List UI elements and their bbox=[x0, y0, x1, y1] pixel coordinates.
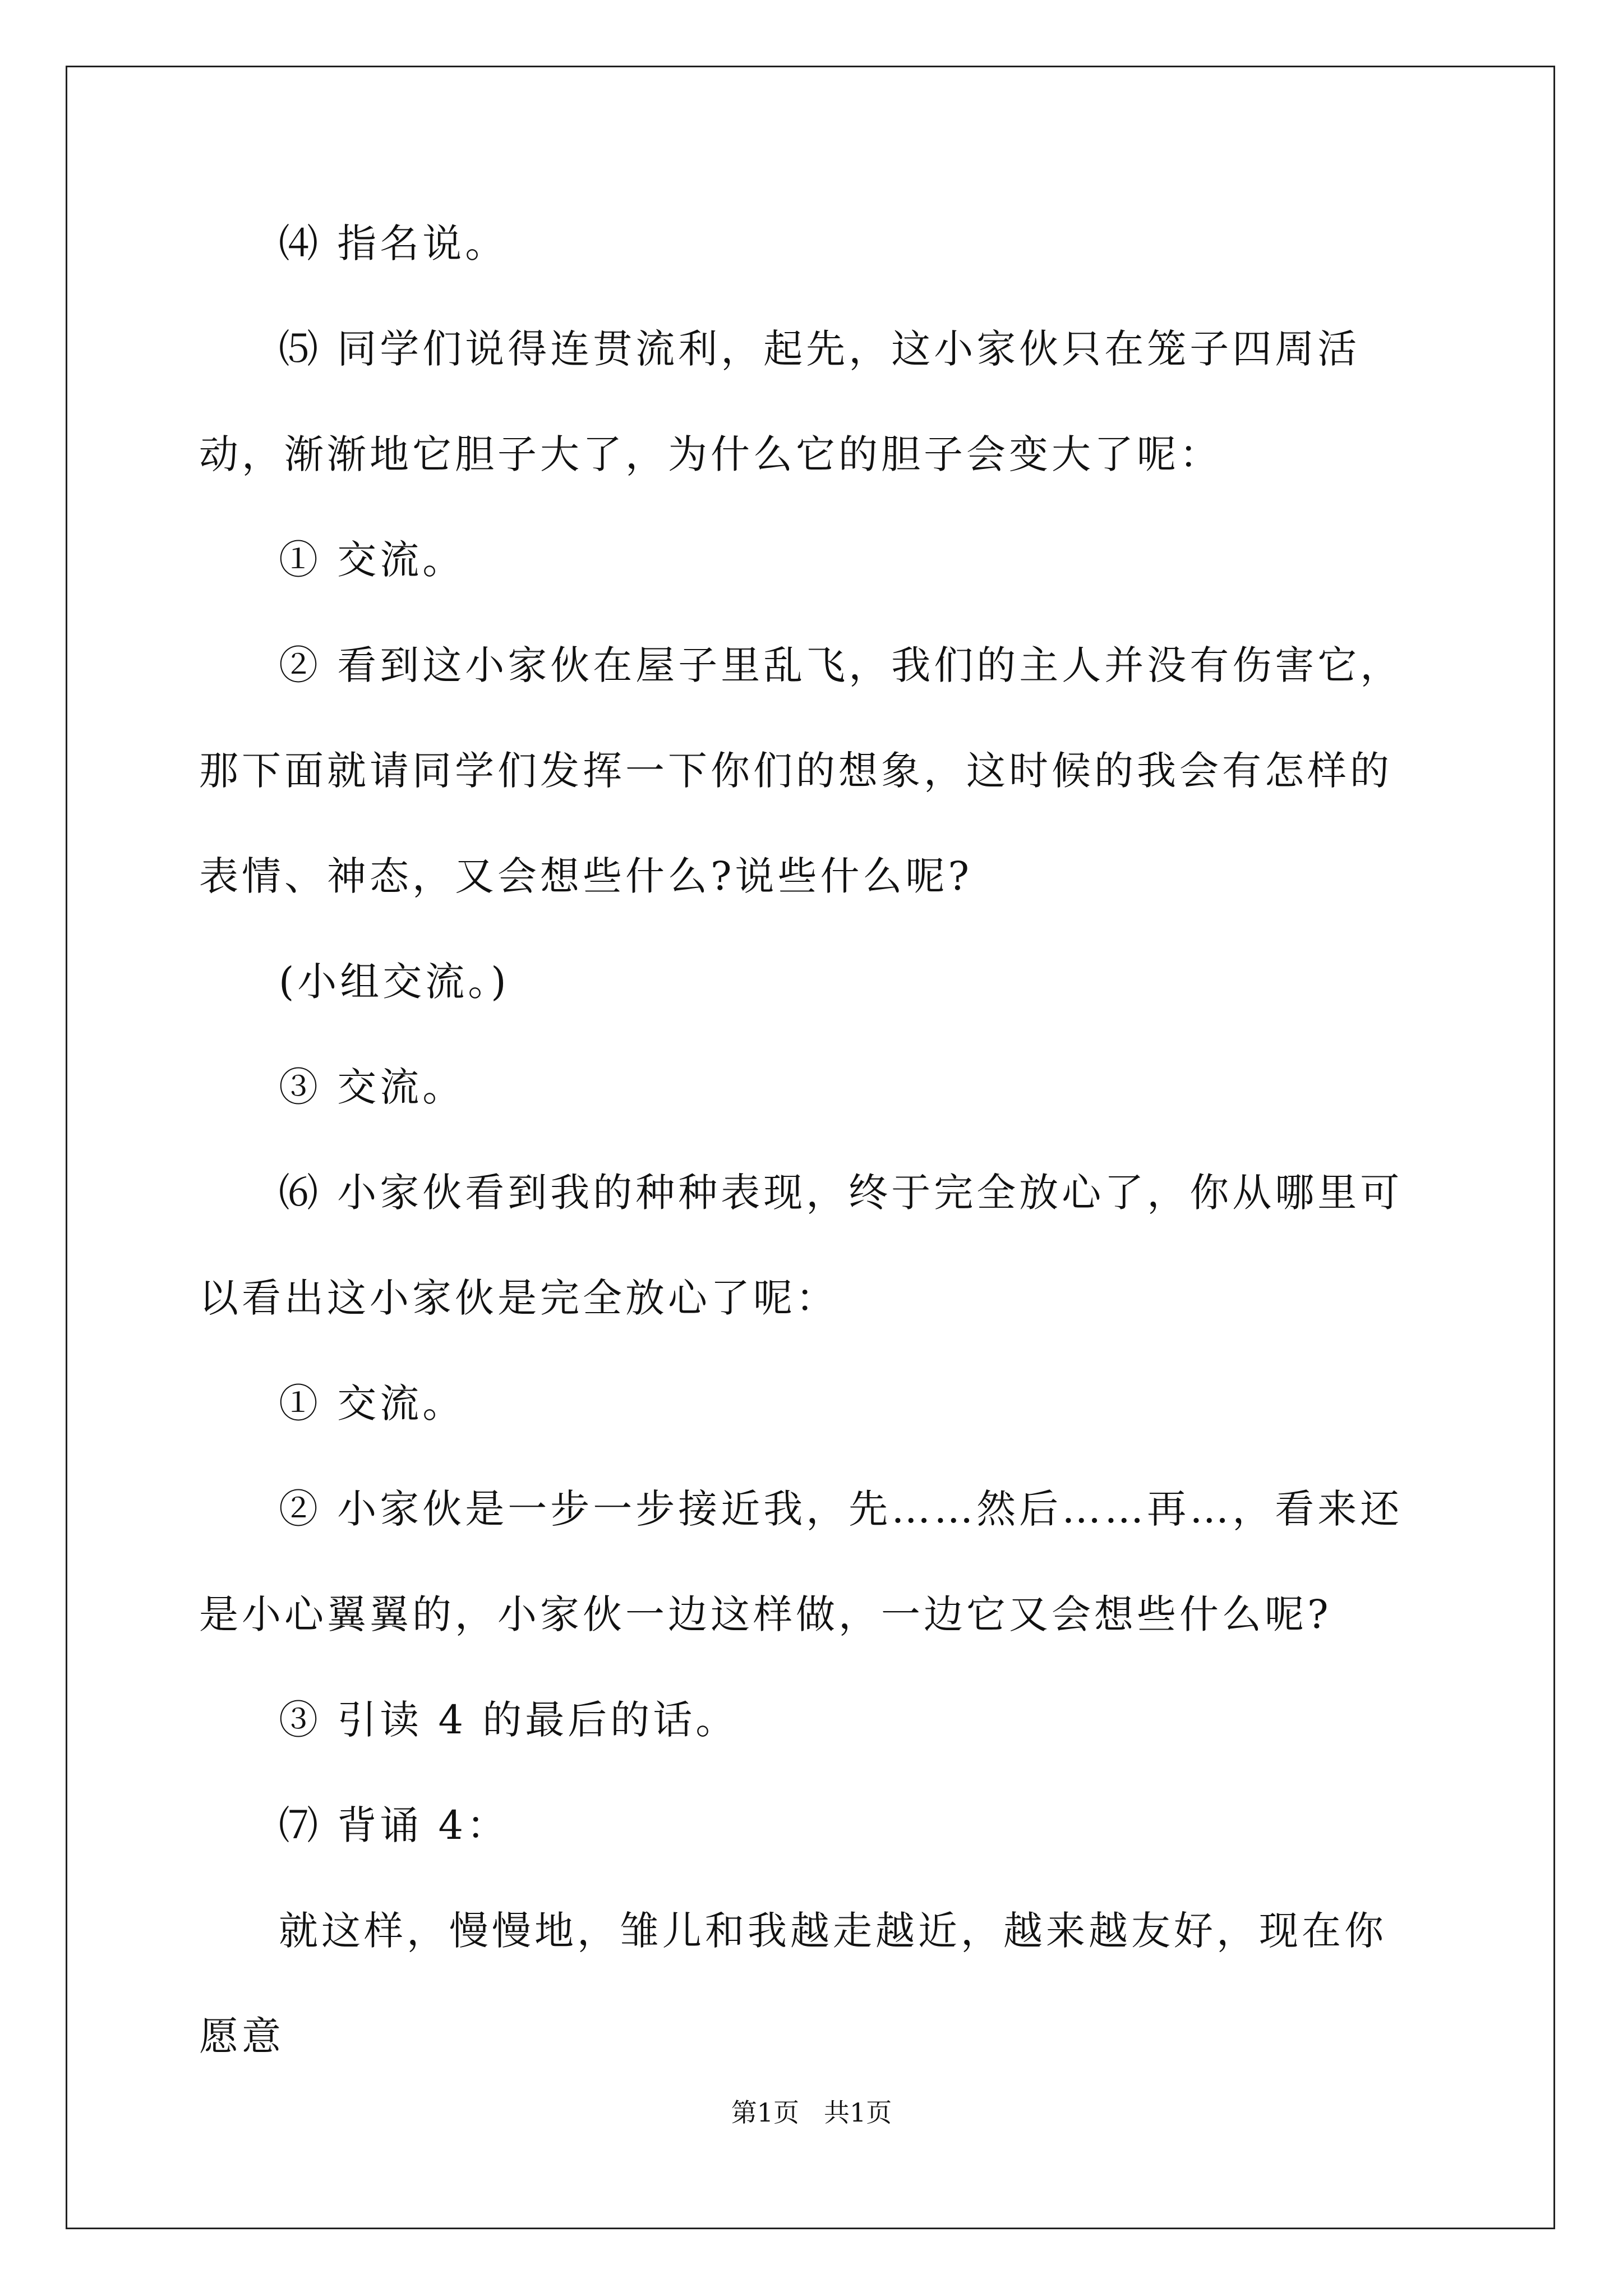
paragraph: ⑺ 背诵 4： bbox=[279, 1802, 510, 1848]
document-body bbox=[199, 191, 1422, 2089]
page-footer bbox=[0, 2096, 1623, 2129]
paragraph: ② 看到这小家伙在屋子里乱飞，我们的主人并没有伤害它，那下面就请同学们发挥一下你们的想象，这时候的我会有怎样的表情、神态，又会想些什么?说些什么呢? bbox=[199, 642, 1403, 899]
paragraph: ① 交流。 bbox=[279, 537, 465, 583]
paragraph: ② 小家伙是一步一步接近我，先……然后……再…，看来还是小心翼翼的，小家伙一边这样做，一边它又会想些什么呢? bbox=[199, 1486, 1403, 1637]
paragraph: ⑹ 小家伙看到我的种种表现，终于完全放心了，你从哪里可以看出这小家伙是完全放心了呢： bbox=[199, 1170, 1403, 1321]
paragraph: (小组交流。) bbox=[279, 959, 510, 1005]
paragraph: ⑷ 指名说。 bbox=[279, 220, 508, 266]
page-total: 共1页 bbox=[823, 2097, 892, 2128]
paragraph: ③ 交流。 bbox=[279, 1064, 465, 1110]
page-number: 第1页 bbox=[731, 2097, 800, 2128]
paragraph: 就这样，慢慢地，雏儿和我越走越近，越来越友好，现在你愿意 bbox=[199, 1908, 1387, 2059]
paragraph: ⑸ 同学们说得连贯流利，起先，这小家伙只在笼子四周活动，渐渐地它胆子大了，为什么它的胆子会变大了呢： bbox=[199, 326, 1361, 477]
paragraph: ③ 引读 4 的最后的话。 bbox=[279, 1697, 739, 1743]
paragraph: ① 交流。 bbox=[279, 1381, 465, 1427]
